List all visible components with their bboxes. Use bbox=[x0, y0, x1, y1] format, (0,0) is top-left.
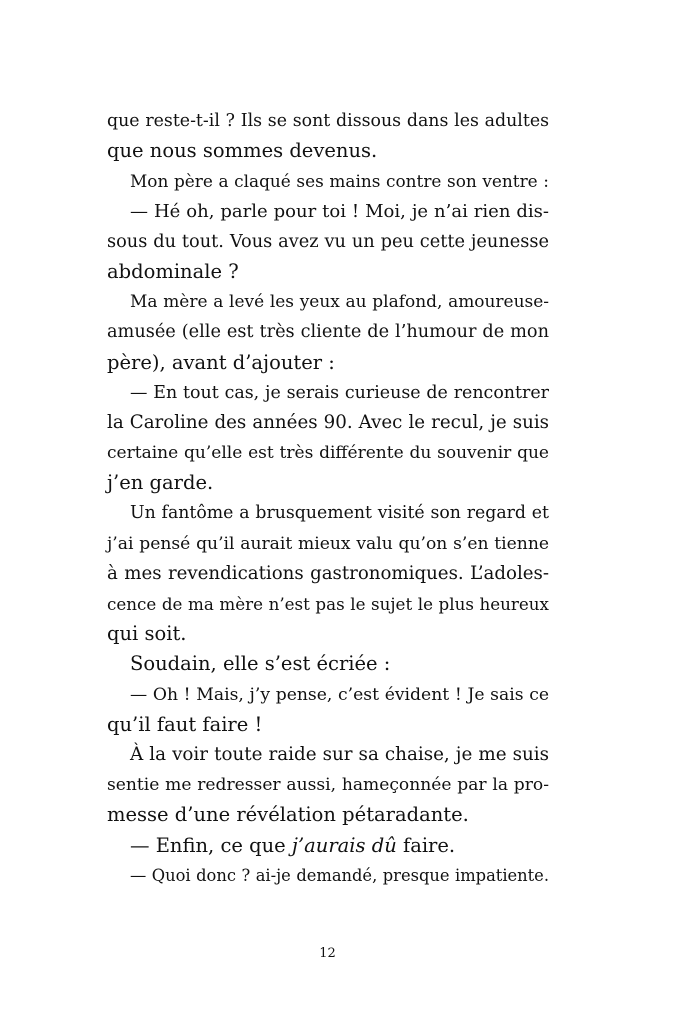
text-line: — Oh ! Mais, j’y pense, c’est évident ! Je sais ce bbox=[130, 684, 549, 705]
text-line: Soudain, elle s’est écriée : bbox=[130, 652, 391, 676]
text-line: qu’il faut faire ! bbox=[107, 712, 263, 736]
text-run: faire. bbox=[396, 833, 456, 857]
text-line: à mes revendications gastronomiques. L’adoles- bbox=[107, 562, 549, 584]
text-line: amusée (elle est très cliente de l’humour de mon bbox=[107, 322, 549, 343]
text-line: Mon père a claqué ses mains contre son ventre : bbox=[130, 171, 549, 192]
body-text bbox=[107, 106, 549, 891]
text-line: la Caroline des années 90. Avec le recul, je suis bbox=[107, 411, 549, 433]
text-line-with-italic bbox=[107, 831, 549, 861]
text-line: sous du tout. Vous avez vu un peu cette jeunesse bbox=[107, 231, 549, 252]
text-line: que reste-t-il ? Ils se sont dissous dans les adultes bbox=[107, 111, 549, 131]
text-line: Un fantôme a brusquement visité son regard et bbox=[130, 503, 549, 524]
text-line: — Quoi donc ? ai-je demandé, presque impatiente. bbox=[130, 865, 549, 885]
text-line: Ma mère a levé les yeux au plafond, amoureuse- bbox=[130, 292, 549, 313]
text-run: — Enfin, ce que bbox=[130, 833, 292, 857]
text-line: qui soit. bbox=[107, 622, 187, 646]
text-line: À la voir toute raide sur sa chaise, je me suis bbox=[130, 743, 549, 765]
text-line: sentie me redresser aussi, hameçonnée par la pro- bbox=[107, 775, 549, 796]
text-line: j’ai pensé qu’il aurait mieux valu qu’on s’en tienne bbox=[107, 533, 549, 554]
text-line: cence de ma mère n’est pas le sujet le plus heureux bbox=[107, 594, 549, 614]
text-line: messe d’une révélation pétaradante. bbox=[107, 803, 469, 827]
text-line: j’en garde. bbox=[107, 471, 214, 495]
text-line: père), avant d’ajouter : bbox=[107, 350, 335, 374]
page-number: 12 bbox=[319, 946, 336, 961]
text-line: — Hé oh, parle pour toi ! Moi, je n’ai rien dis- bbox=[130, 200, 549, 222]
italic-text-run: j’aurais dû bbox=[291, 833, 397, 857]
text-line: — En tout cas, je serais curieuse de rencontrer bbox=[130, 382, 549, 403]
text-line: certaine qu’elle est très différente du souvenir que bbox=[107, 443, 549, 464]
text-line: abdominale ? bbox=[107, 259, 239, 283]
text-line: que nous sommes devenus. bbox=[107, 139, 378, 163]
